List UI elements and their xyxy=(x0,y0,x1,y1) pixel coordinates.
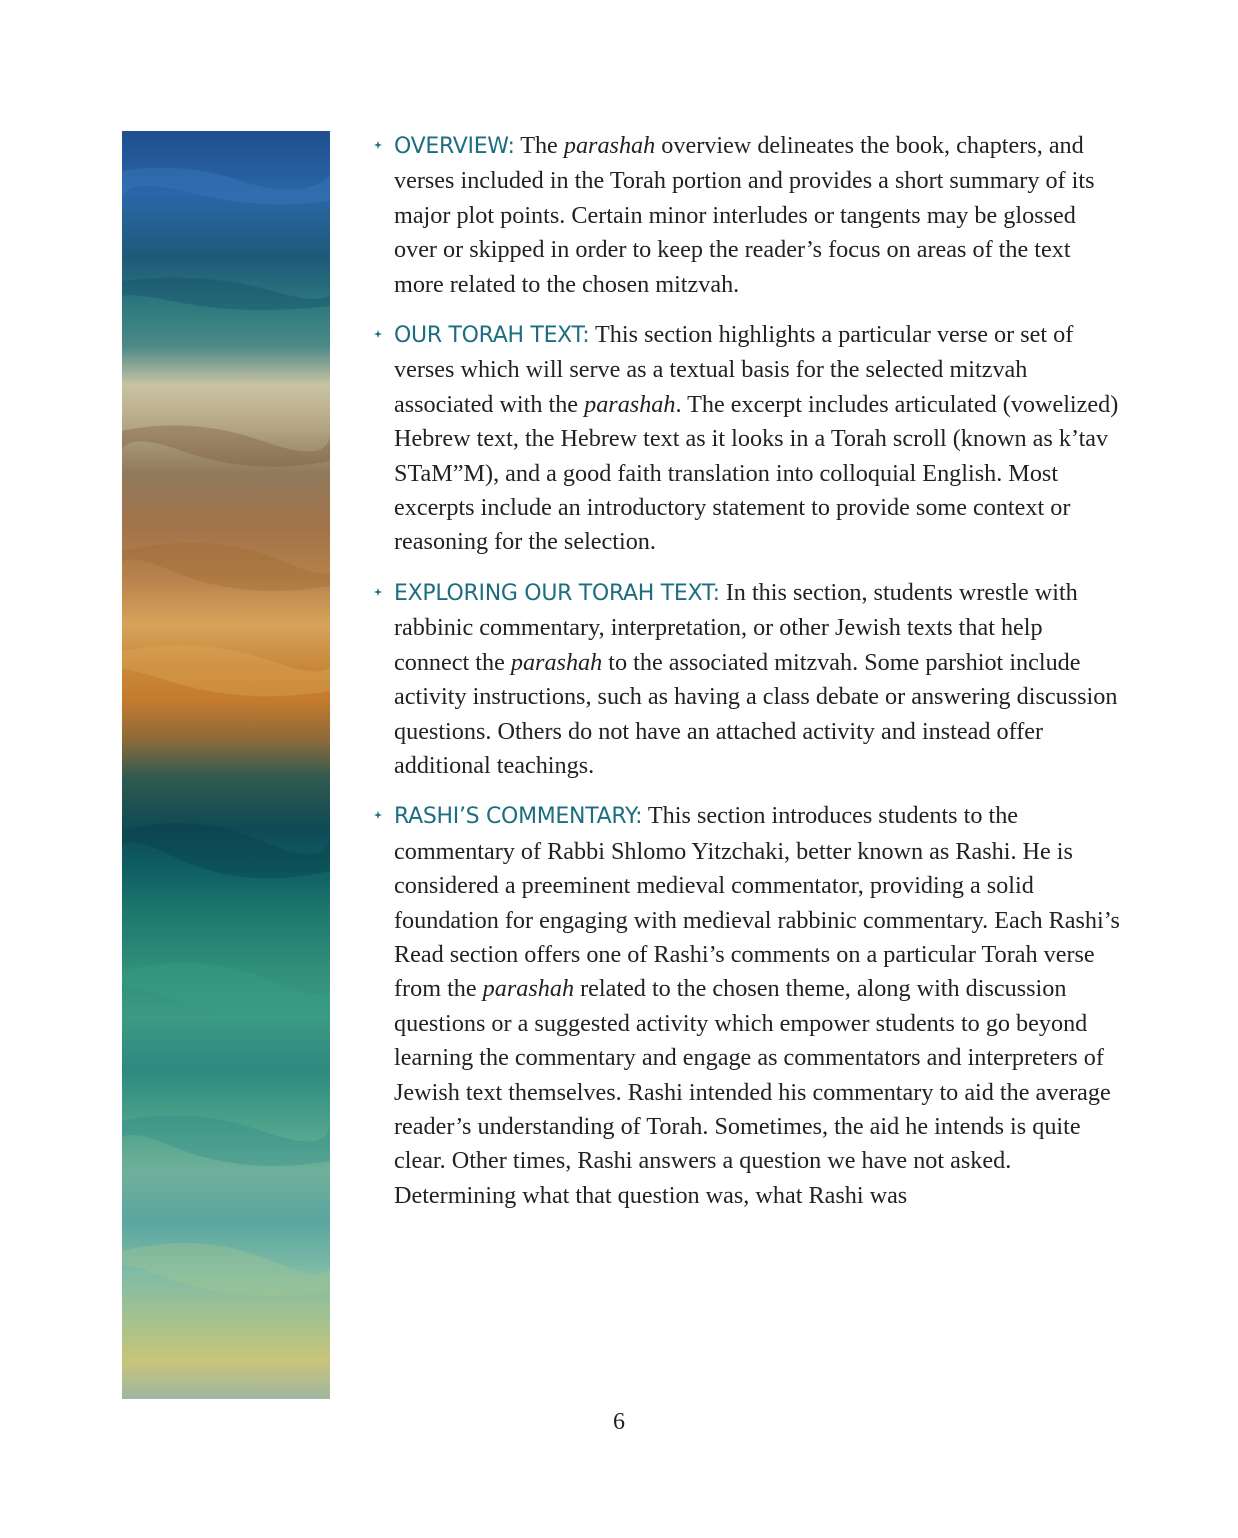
italic-term: parashah xyxy=(510,648,603,676)
section-heading: EXPLORING OUR TORAH TEXT: xyxy=(394,580,720,606)
text-segment: In this section, students wrestle with rabbinic commentary, interpretation, or other Jewish texts that help connect the xyxy=(394,578,1078,676)
section-body xyxy=(394,579,1117,779)
text-segment: . The excerpt includes articulated (vowelized) Hebrew text, the Hebrew text as it looks in a Torah scroll (known as k’tav STaM”M), and a good faith translation into colloquial English. Most excerpts include an introductory statement to provide some context or reasoning for the selection. xyxy=(394,390,1119,556)
bullet-icon xyxy=(374,330,382,338)
italic-term: parashah xyxy=(482,975,575,1003)
painting-image xyxy=(122,131,330,1399)
section-exploring-our-torah-text xyxy=(372,576,1122,783)
section-heading: RASHI’S COMMENTARY: xyxy=(394,804,643,830)
main-content xyxy=(372,129,1122,1229)
text-segment: This section highlights a particular verse or set of verses which will serve as a textual basis for the selected mitzvah associated with the xyxy=(394,321,1074,418)
text-segment: to the associated mitzvah. Some parshiot include activity instructions, such as having a class debate or answering discussion questions. Others do not have an attached activity and instead offer additional teachings. xyxy=(394,648,1118,779)
section-body xyxy=(394,802,1120,1208)
decorative-painting-strip xyxy=(122,131,330,1399)
text-segment: The xyxy=(514,132,564,159)
bullet-icon xyxy=(374,588,382,596)
section-heading: OVERVIEW: xyxy=(394,134,515,159)
bullet-icon xyxy=(374,141,382,149)
italic-term: parashah xyxy=(563,132,656,159)
text-segment: This section introduces students to the commentary of Rabbi Shlomo Yitzchaki, better known as Rashi. He is considered a preeminent medieval commentator, providing a solid foundation for engaging with medieval rabbinic commentary. Each Rashi’s Read section offers one of Rashi’s comments on a particular Torah verse from the xyxy=(394,802,1120,1003)
text-segment: related to the chosen theme, along with discussion questions or a suggested activity which empower students to go beyond learning the commentary and engage as commentators and interpreters of Jewish text themselves. Rashi intended his commentary to aid the average reader’s understanding of Torah. Sometimes, the aid he intends is quite clear. Other times, Rashi answers a question we have not asked. Determining what that question was, what Rashi was xyxy=(394,975,1111,1209)
section-heading: OUR TORAH TEXT: xyxy=(394,323,590,349)
text-segment: overview delineates the book, chapters, and verses included in the Torah portion and provides a short summary of its major plot points. Certain minor interludes or tangents may be glossed over or skipped in order to keep the reader’s focus on areas of the text more related to the chosen mitzvah. xyxy=(394,132,1095,298)
bullet-icon xyxy=(374,811,382,819)
page-number: 6 xyxy=(613,1409,625,1435)
section-body xyxy=(394,321,1118,555)
section-overview xyxy=(372,129,1122,302)
italic-term: parashah xyxy=(584,390,676,418)
section-rashis-commentary xyxy=(372,799,1122,1213)
section-our-torah-text xyxy=(372,318,1122,560)
